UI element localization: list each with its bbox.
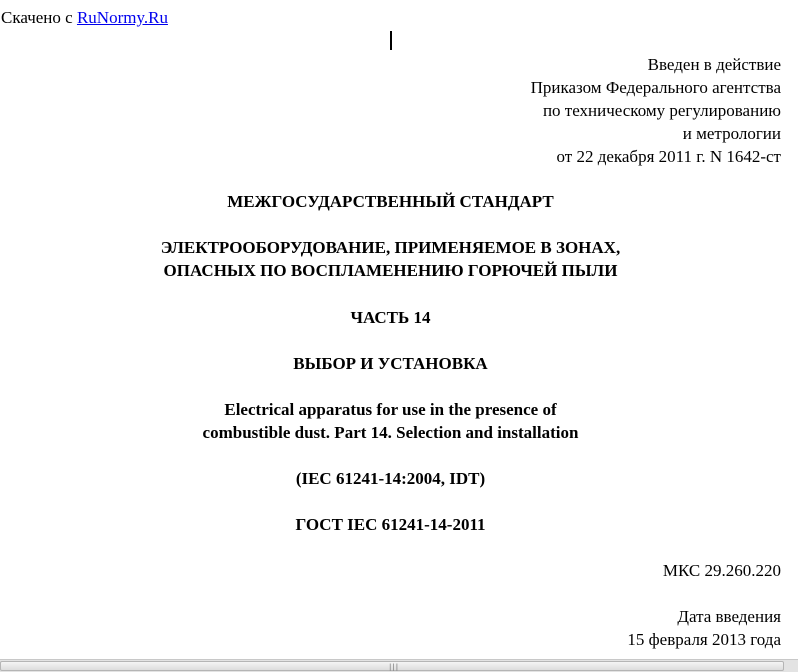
- standard-designation: ГОСТ IEC 61241-14-2011: [295, 515, 486, 534]
- title-english-line: combustible dust. Part 14. Selection and installation: [202, 423, 579, 442]
- iec-reference: (IEC 61241-14:2004, IDT): [295, 469, 486, 488]
- enactment-line: и метрологии: [682, 124, 781, 143]
- intro-date-label: Дата введения: [677, 607, 781, 626]
- source-link[interactable]: RuNormy.Ru: [76, 8, 168, 27]
- title-english: [0, 398, 781, 444]
- source-line: [1, 8, 168, 28]
- title-russian-line: ЭЛЕКТРООБОРУДОВАНИЕ, ПРИМЕНЯЕМОЕ В ЗОНАХ,: [160, 238, 621, 257]
- part-number: ЧАСТЬ 14: [350, 308, 431, 327]
- standard-kind: МЕЖГОСУДАРСТВЕННЫЙ СТАНДАРТ: [227, 192, 554, 211]
- source-prefix: Скачено с: [1, 8, 77, 27]
- text-cursor: [390, 31, 392, 50]
- scrollbar-grip-icon: |||: [389, 663, 400, 671]
- enactment-line: по техническому регулированию: [542, 101, 781, 120]
- title-russian: [0, 236, 781, 282]
- horizontal-scrollbar[interactable]: [0, 659, 798, 672]
- enactment-line: Приказом Федерального агентства: [530, 78, 781, 97]
- intro-date-value: 15 февраля 2013 года: [627, 630, 781, 649]
- enactment-block: [531, 53, 781, 168]
- title-english-line: Electrical apparatus for use in the presence of: [224, 400, 557, 419]
- enactment-line: Введен в действие: [647, 55, 781, 74]
- scrollbar-thumb[interactable]: [0, 661, 784, 671]
- subtitle: ВЫБОР И УСТАНОВКА: [293, 354, 488, 373]
- enactment-line: от 22 декабря 2011 г. N 1642-ст: [556, 147, 781, 166]
- mks-code: МКС 29.260.220: [662, 561, 781, 580]
- intro-date-block: [627, 605, 781, 651]
- title-russian-line: ОПАСНЫХ ПО ВОСПЛАМЕНЕНИЮ ГОРЮЧЕЙ ПЫЛИ: [163, 261, 618, 280]
